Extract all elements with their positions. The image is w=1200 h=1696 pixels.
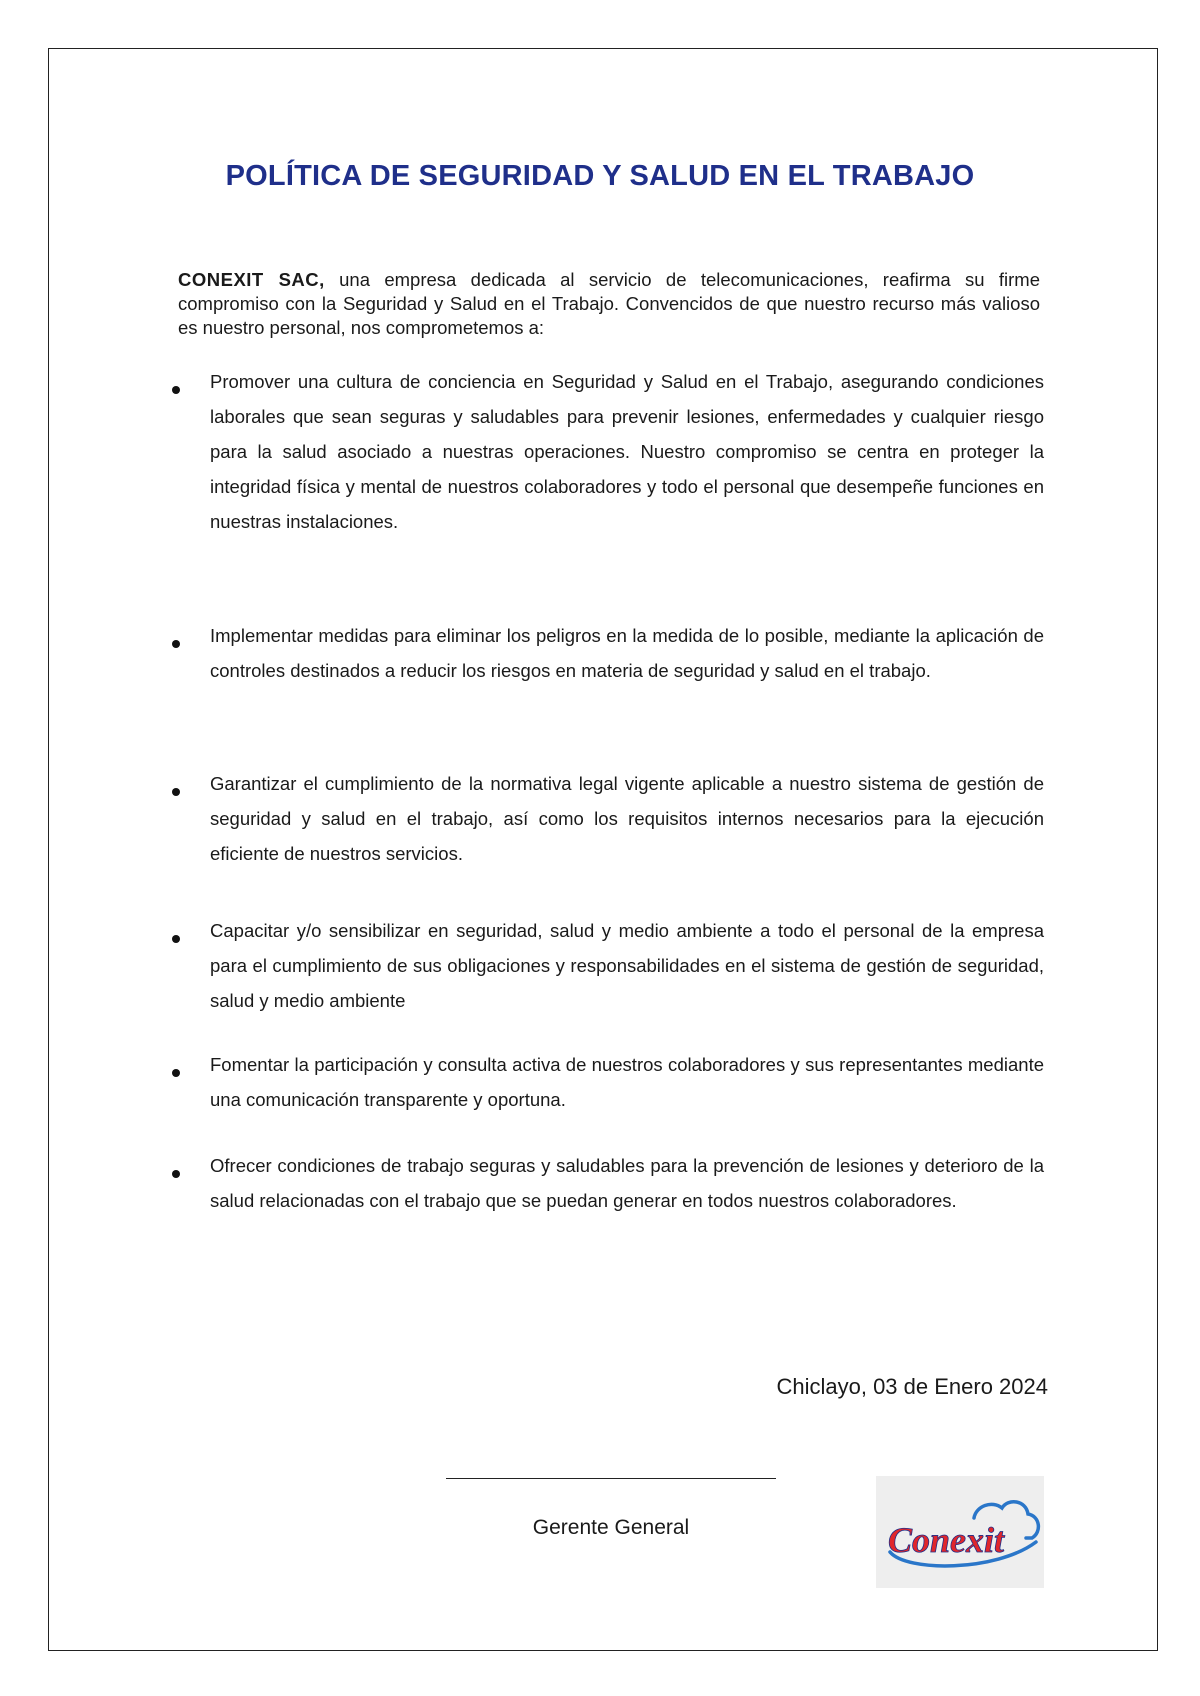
place-date: Chiclayo, 03 de Enero 2024 [776, 1374, 1048, 1399]
document-title: POLÍTICA DE SEGURIDAD Y SALUD EN EL TRABAJO [225, 160, 975, 192]
bullet-icon [172, 640, 180, 648]
intro-text: una empresa dedicada al servicio de telecomunicaciones, reafirma su firme compromiso con la Seguridad y Salud en el Trabajo. Convencidos de que nuestro recurso más valioso es nuestro personal, nos comprometemos a: [178, 269, 1040, 338]
signature-title: Gerente General [532, 1516, 690, 1539]
signature-line [446, 1478, 776, 1479]
intro-paragraph [178, 268, 1040, 340]
commitment-item: Garantizar el cumplimiento de la normativa legal vigente aplicable a nuestro sistema de gestión de seguridad y salud en el trabajo, así como los requisitos internos necesarios para la ejecución eficiente de nuestros servicios. [210, 773, 1044, 864]
logo-graphic [876, 1476, 1044, 1588]
company-logo [876, 1476, 1044, 1588]
commitment-item: Ofrecer condiciones de trabajo seguras y saludables para la prevención de lesiones y deterioro de la salud relacionadas con el trabajo que se puedan generar en todos nuestros colaboradores. [210, 1155, 1044, 1211]
commitment-item: Promover una cultura de conciencia en Seguridad y Salud en el Trabajo, asegurando condiciones laborales que sean seguras y saludables para prevenir lesiones, enfermedades y cualquier riesgo para la salud asociado a nuestras operaciones. Nuestro compromiso se centra en proteger la integridad física y mental de nuestros colaboradores y todo el personal que desempeñe funciones en nuestras instalaciones. [210, 371, 1044, 532]
bullet-icon [172, 386, 180, 394]
bullet-icon [172, 788, 180, 796]
bullet-icon [172, 935, 180, 943]
bullet-icon [172, 1170, 180, 1178]
logo-text: Conexit [888, 1520, 1005, 1560]
commitment-item: Implementar medidas para eliminar los peligros en la medida de lo posible, mediante la aplicación de controles destinados a reducir los riesgos en materia de seguridad y salud en el trabajo. [210, 625, 1044, 681]
company-name: CONEXIT SAC, [178, 269, 325, 290]
bullet-icon [172, 1069, 180, 1077]
commitment-item: Fomentar la participación y consulta activa de nuestros colaboradores y sus representantes mediante una comunicación transparente y oportuna. [210, 1054, 1044, 1110]
commitment-item: Capacitar y/o sensibilizar en seguridad, salud y medio ambiente a todo el personal de la empresa para el cumplimiento de sus obligaciones y responsabilidades en el sistema de gestión de seguridad, salud y medio ambiente [210, 920, 1044, 1011]
